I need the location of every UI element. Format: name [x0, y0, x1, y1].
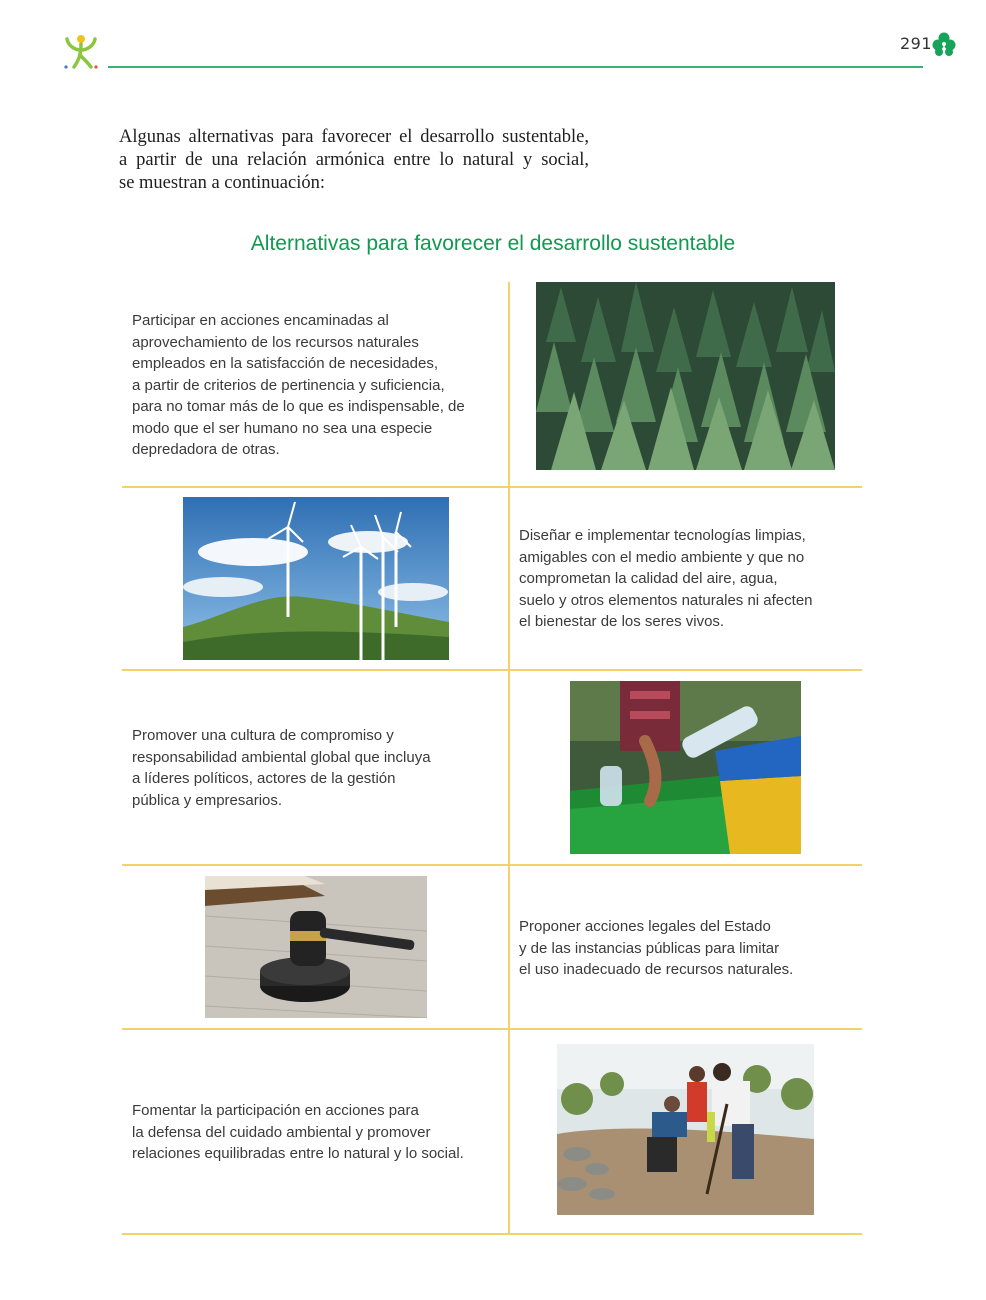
text-line: relaciones equilibradas entre lo natural y lo social.: [132, 1145, 464, 1162]
text-line: a líderes políticos, actores de la gestión: [132, 770, 396, 787]
text-line: modo que el ser humano no sea una especie: [132, 419, 433, 437]
text-line: Diseñar e implementar tecnologías limpias,: [519, 527, 806, 544]
row-divider: [122, 1233, 862, 1235]
column-divider: [508, 282, 510, 1235]
text-line: el uso inadecuado de recursos naturales.: [519, 961, 794, 978]
intro-line: Algunas alternativas para favorecer el desarrollo sustentable,: [119, 127, 589, 147]
wind-turbines-photo: [183, 497, 449, 660]
row-divider: [122, 486, 862, 488]
text-line: la defensa del cuidado ambiental y promover: [132, 1123, 431, 1141]
alternative-text-3: [132, 725, 431, 811]
alternatives-table: [122, 282, 862, 1235]
text-line: y de las instancias públicas para limitar: [519, 939, 780, 957]
text-line: Promover una cultura de compromiso y: [132, 727, 394, 744]
page-number: 291: [900, 34, 933, 53]
alternative-text-2: [519, 525, 813, 633]
alternative-text-4: [519, 916, 793, 981]
intro-line: a partir de una relación armónica entre lo natural y social,: [119, 150, 589, 170]
forest-aerial-photo: [536, 282, 835, 470]
tree-planting-photo: [557, 1044, 814, 1215]
section-title: Alternativas para favorecer el desarrollo sustentable: [250, 232, 736, 255]
text-line: comprometan la calidad del aire, agua,: [519, 570, 778, 587]
text-line: a partir de criterios de pertinencia y suficiencia,: [132, 376, 445, 394]
header-rule: [108, 66, 923, 68]
gavel-photo: [205, 876, 427, 1018]
text-line: pública y empresarios.: [132, 791, 283, 809]
alternative-text-1: [132, 310, 465, 461]
text-line: empleados en la satisfacción de necesidades,: [132, 355, 439, 372]
text-line: para no tomar más de lo que es indispensable, de: [132, 398, 465, 415]
intro-paragraph: [119, 126, 589, 195]
publisher-logo-icon: [60, 30, 102, 72]
alternative-text-5: [132, 1100, 464, 1165]
text-line: responsabilidad ambiental global que incluya: [132, 748, 431, 766]
text-line: Participar en acciones encaminadas al: [132, 312, 389, 329]
text-line: Fomentar la participación en acciones para: [132, 1102, 419, 1119]
text-line: depredadora de otras.: [132, 441, 280, 458]
row-divider: [122, 669, 862, 671]
clover-logo-icon: [930, 30, 958, 58]
text-line: amigables con el medio ambiente y que no: [519, 548, 805, 566]
text-line: aprovechamiento de los recursos naturales: [132, 333, 419, 351]
text-line: suelo y otros elementos naturales ni afecten: [519, 591, 813, 609]
recycling-bins-photo: [570, 681, 801, 854]
text-line: el bienestar de los seres vivos.: [519, 613, 725, 630]
intro-line: se muestran a continuación:: [119, 173, 326, 193]
text-line: Proponer acciones legales del Estado: [519, 918, 771, 935]
row-divider: [122, 1028, 862, 1030]
row-divider: [122, 864, 862, 866]
